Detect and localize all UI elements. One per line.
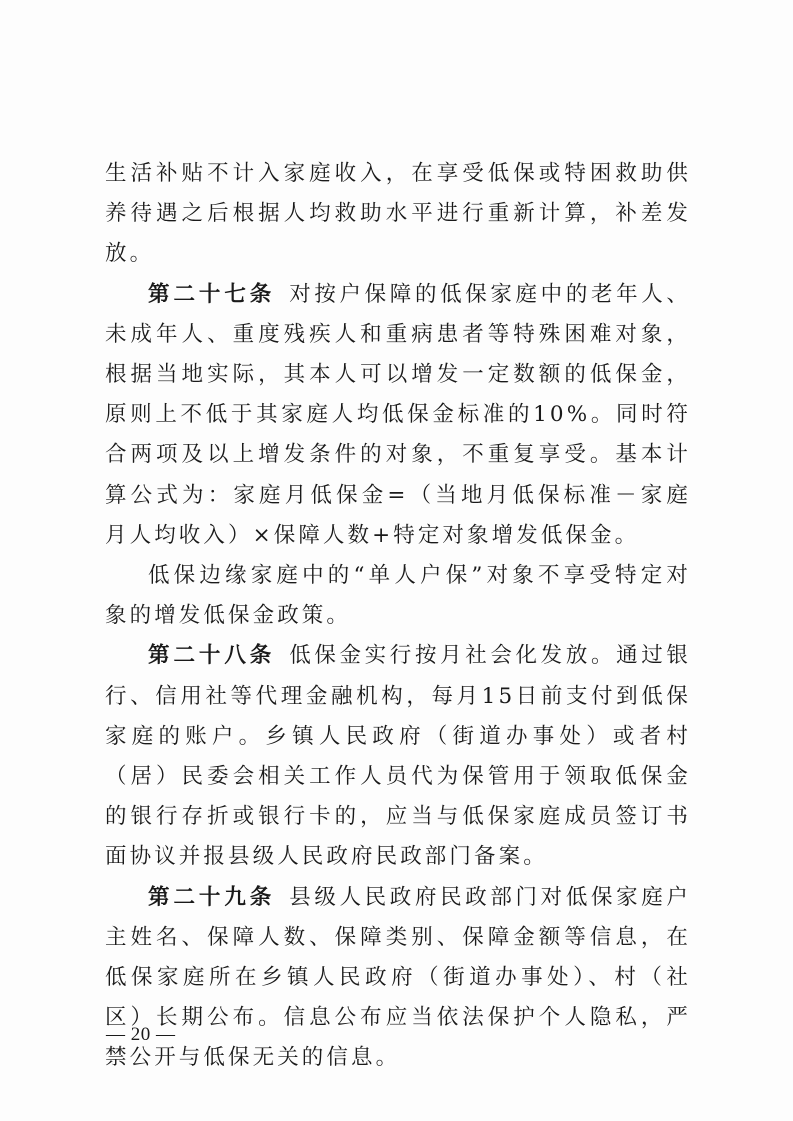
paragraph-text: 对按户保障的低保家庭中的老年人、未成年人、重度残疾人和重病患者等特殊困难对象，根据当地实际，其本人可以增发一定数额的低保金，原则上不低于其家庭人均低保金标准的10%。同时符合两项及以上增发条件的对象，不重复享受。基本计算公式为：家庭月低保金=（当地月低保标准－家庭月人均收入）×保障人数+特定对象增发低保金。 xyxy=(105,281,691,548)
document-body xyxy=(105,154,691,1079)
article-number: 第二十八条 xyxy=(148,643,276,669)
paragraph-text: 低保边缘家庭中的“单人户保”对象不享受特定对象的增发低保金政策。 xyxy=(105,563,691,629)
paragraph-text: 低保金实行按月社会化发放。通过银行、信用社等代理金融机构，每月15日前支付到低保家庭的账户。乡镇人民政府（街道办事处）或者村（居）民委会相关工作人员代为保管用于领取低保金的银行存折或银行卡的，应当与低保家庭成员签订书面协议并报县级人民政府民政部门备案。 xyxy=(105,643,691,870)
article-number: 第二十七条 xyxy=(148,281,276,307)
paragraph-living-subsidy xyxy=(105,154,691,275)
paragraph-text: 县级人民政府民政部门对低保家庭户主姓名、保障人数、保障类别、保障金额等信息，在低保家庭所在乡镇人民政府（街道办事处）、村（社区）长期公布。信息公布应当依法保护个人隐私，严禁公开与低保无关的信息。 xyxy=(105,884,691,1071)
paragraph-marginal-households xyxy=(105,556,691,636)
article-27-paragraph xyxy=(105,275,691,556)
paragraph-text: 生活补贴不计入家庭收入，在享受低保或特困救助供养待遇之后根据人均救助水平进行重新计算，补差发放。 xyxy=(105,161,691,267)
article-number: 第二十九条 xyxy=(148,884,276,910)
article-28-paragraph xyxy=(105,636,691,877)
page-number: — 20 — xyxy=(106,1024,176,1045)
article-29-paragraph xyxy=(105,878,691,1079)
